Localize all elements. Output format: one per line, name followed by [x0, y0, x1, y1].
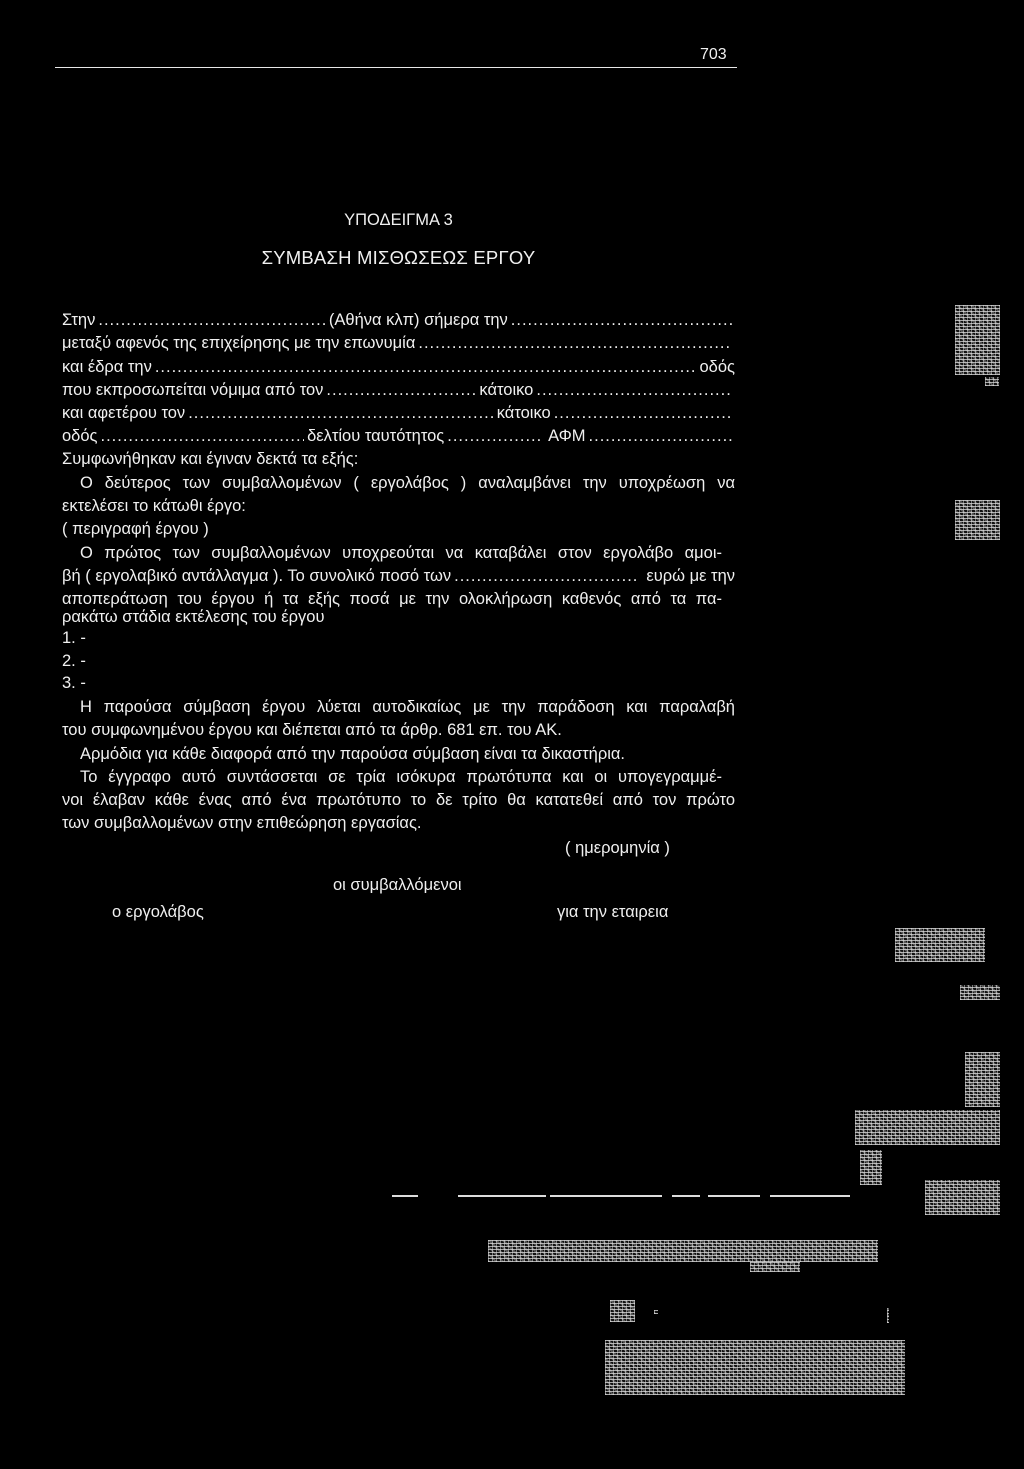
- copies-line: των συμβαλλομένων στην επιθεώρηση εργασίας.: [62, 814, 422, 832]
- blank-field: [101, 426, 305, 446]
- company-signature-label: για την εταιρεια: [557, 903, 669, 921]
- blank-field: [511, 310, 732, 330]
- scan-rule-fragment: [550, 1195, 662, 1197]
- scan-noise: [855, 1110, 1000, 1145]
- line-text: και έδρα την: [62, 358, 152, 376]
- line-text: που εκπροσωπείται νόμιμα από τον: [62, 381, 324, 399]
- line-text: Στην: [62, 311, 96, 329]
- scan-noise: [654, 1310, 658, 1314]
- blank-field: [98, 310, 326, 330]
- termination-line: του συμφωνημένου έργου και διέπεται από τα άρθρ. 681 επ. του ΑΚ.: [62, 721, 562, 739]
- obligation-line: Ο δεύτερος των συμβαλλομένων ( εργολάβος ) αναλαμβάνει την υποχρέωση να: [80, 474, 735, 492]
- jurisdiction-line: Αρμόδια για κάθε διαφορά από την παρούσα σύμβαση είναι τα δικαστήρια.: [80, 745, 626, 763]
- scan-noise: [985, 377, 999, 386]
- contractor-signature-label: ο εργολάβος: [112, 903, 204, 921]
- blank-field: [589, 426, 732, 446]
- scan-noise: [965, 1052, 1000, 1107]
- line-text: δελτίου ταυτότητος: [307, 427, 445, 445]
- scan-noise: [955, 500, 1000, 540]
- contract-line-representative: [62, 380, 735, 400]
- termination-line: Η παρούσα σύμβαση έργου λύεται αυτοδικαίως με την παράδοση και παραλαβή: [80, 698, 735, 716]
- payment-line: αποπεράτωση του έργου ή τα εξής ποσά με την ολοκλήρωση καθενός από τα πα-: [62, 590, 722, 608]
- line-text: μεταξύ αφενός της επιχείρησης με την επωνυμία: [62, 334, 416, 352]
- scan-rule-fragment: [708, 1195, 760, 1197]
- payment-line: Ο πρώτος των συμβαλλομένων υποχρεούται να καταβάλει στον εργολάβο αμοι-: [80, 544, 722, 562]
- line-text: οδός: [62, 427, 98, 445]
- contract-line-contractor: [62, 403, 735, 423]
- contract-line-company-seat: [62, 357, 735, 377]
- work-description: ( περιγραφή έργου ): [62, 520, 209, 538]
- blank-field: [447, 426, 540, 446]
- stage-item: 1. -: [62, 629, 86, 647]
- contract-line-contractor-id: [62, 426, 735, 446]
- line-text: κάτοικο: [479, 381, 534, 399]
- blank-field: [155, 357, 697, 377]
- line-text: βή ( εργολαβικό αντάλλαγμα ). Το συνολικό ποσό των: [62, 567, 452, 585]
- blank-field: [418, 333, 732, 353]
- scan-noise: [488, 1240, 878, 1262]
- scan-rule-fragment: [458, 1195, 546, 1197]
- scan-noise: [750, 1262, 800, 1272]
- line-text: ευρώ με την: [646, 567, 735, 585]
- signatories-label: οι συμβαλλόμενοι: [333, 876, 462, 894]
- scan-noise: [960, 985, 1000, 1000]
- line-text: ΑΦΜ: [548, 427, 586, 445]
- scan-noise: [925, 1180, 1000, 1215]
- scan-rule-fragment: [392, 1195, 418, 1197]
- scan-rule-fragment: [672, 1195, 700, 1197]
- payment-line: [62, 566, 735, 586]
- scan-noise: [610, 1300, 635, 1322]
- blank-field: [188, 403, 494, 423]
- blank-field: [536, 380, 732, 400]
- header-rule: [55, 67, 737, 68]
- obligation-line: εκτελέσει το κάτωθι έργο:: [62, 497, 246, 515]
- form-label: ΥΠΟΔΕΙΓΜΑ 3: [344, 211, 453, 229]
- blank-field: [454, 566, 639, 586]
- date-placeholder: ( ημερομηνία ): [565, 839, 670, 857]
- page-number: 703: [700, 46, 727, 63]
- scan-noise: [605, 1340, 905, 1395]
- copies-line: νοι έλαβαν κάθε ένας από ένα πρωτότυπο το δε τρίτο θα κατατεθεί από τον πρώτο: [62, 791, 735, 809]
- scan-noise: [955, 305, 1000, 375]
- scan-noise: [860, 1150, 882, 1185]
- scan-noise: [887, 1308, 889, 1323]
- scan-noise: [895, 928, 985, 962]
- line-text: (Αθήνα κλπ) σήμερα την: [328, 311, 508, 329]
- contract-line-place-date: [62, 310, 735, 330]
- blank-field: [326, 380, 476, 400]
- payment-line: ρακάτω στάδια εκτέλεσης του έργου: [62, 608, 325, 626]
- scan-rule-fragment: [770, 1195, 850, 1197]
- agreement-heading: Συμφωνήθηκαν και έγιναν δεκτά τα εξής:: [62, 450, 359, 468]
- line-text: οδός: [699, 358, 735, 376]
- copies-line: Το έγγραφο αυτό συντάσσεται σε τρία ισόκυρα πρωτότυπα και οι υπογεγραμμέ-: [80, 768, 722, 786]
- line-text: κάτοικο: [496, 404, 551, 422]
- line-text: και αφετέρου τον: [62, 404, 186, 422]
- document-title: ΣΥΜΒΑΣΗ ΜΙΣΘΩΣΕΩΣ ΕΡΓΟΥ: [261, 247, 536, 268]
- stage-item: 2. -: [62, 652, 86, 670]
- blank-field: [554, 403, 732, 423]
- contract-line-company-name: [62, 333, 735, 353]
- stage-item: 3. -: [62, 674, 86, 692]
